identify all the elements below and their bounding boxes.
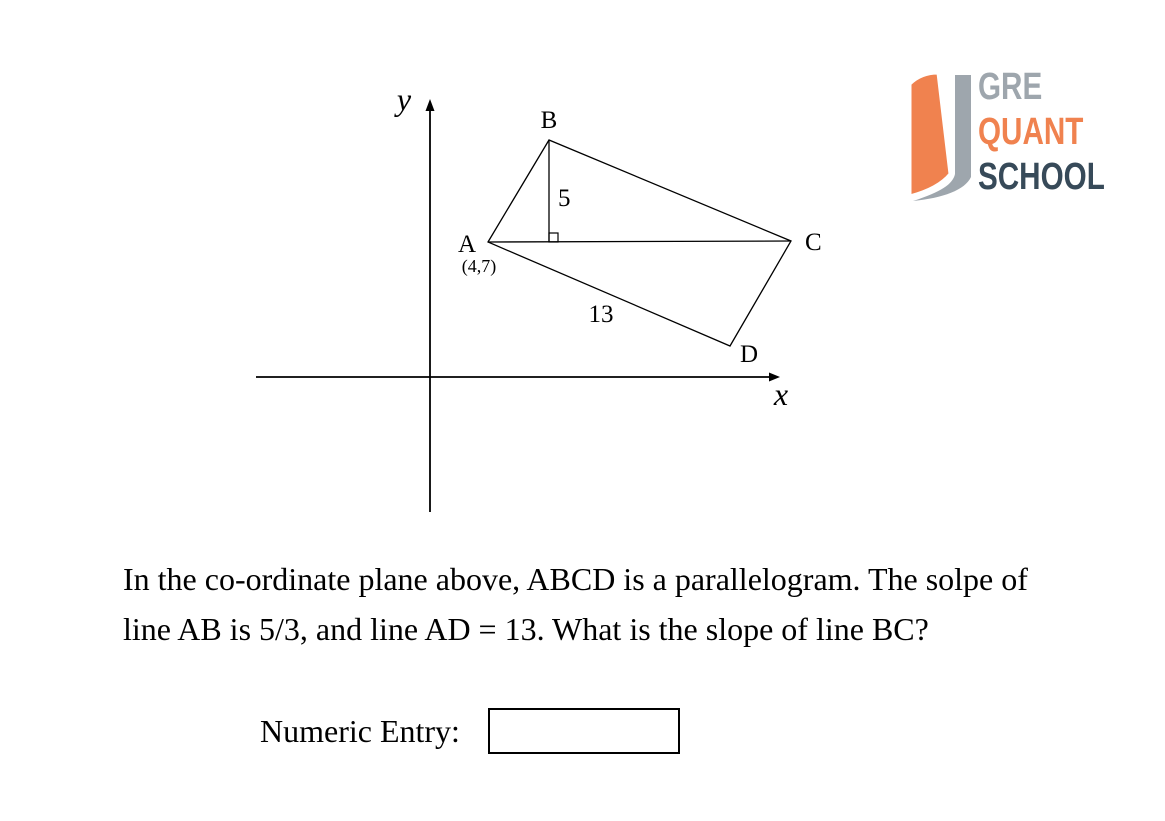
question-text [123, 554, 1113, 654]
parallelogram-abcd [488, 140, 791, 346]
x-axis-label: x [773, 376, 789, 412]
vertex-b-label: B [540, 107, 558, 134]
side-ad-length-label: 13 [588, 301, 614, 328]
logo-line-school: SCHOOL [978, 156, 1105, 198]
open-book-icon [903, 63, 981, 205]
vertex-d-label: D [740, 341, 759, 368]
book-cover-shape [910, 73, 950, 196]
question-text-line-2: line AB is 5/3, and line AD = 13. What is the slope of line BC? [123, 611, 929, 647]
numeric-entry-label: Numeric Entry: [260, 713, 460, 749]
y-axis-label: y [396, 81, 412, 117]
vertex-c-label: C [805, 229, 822, 256]
point-a-coordinates: (4,7) [461, 256, 497, 276]
gre-quant-school-logo [903, 63, 1113, 208]
altitude-length-label: 5 [558, 185, 571, 212]
numeric-entry-input[interactable] [488, 708, 680, 754]
y-axis-arrow-icon [426, 99, 435, 111]
diagonal-ac [488, 241, 791, 242]
vertex-a-label: A [457, 231, 477, 258]
question-text-line-1: In the co-ordinate plane above, ABCD is a parallelogram. The solpe of [123, 561, 1028, 597]
logo-wordmark [978, 65, 1141, 200]
logo-line-gre: GRE [978, 66, 1043, 108]
logo-line-quant: QUANT [978, 111, 1084, 153]
right-angle-mark [549, 233, 558, 242]
